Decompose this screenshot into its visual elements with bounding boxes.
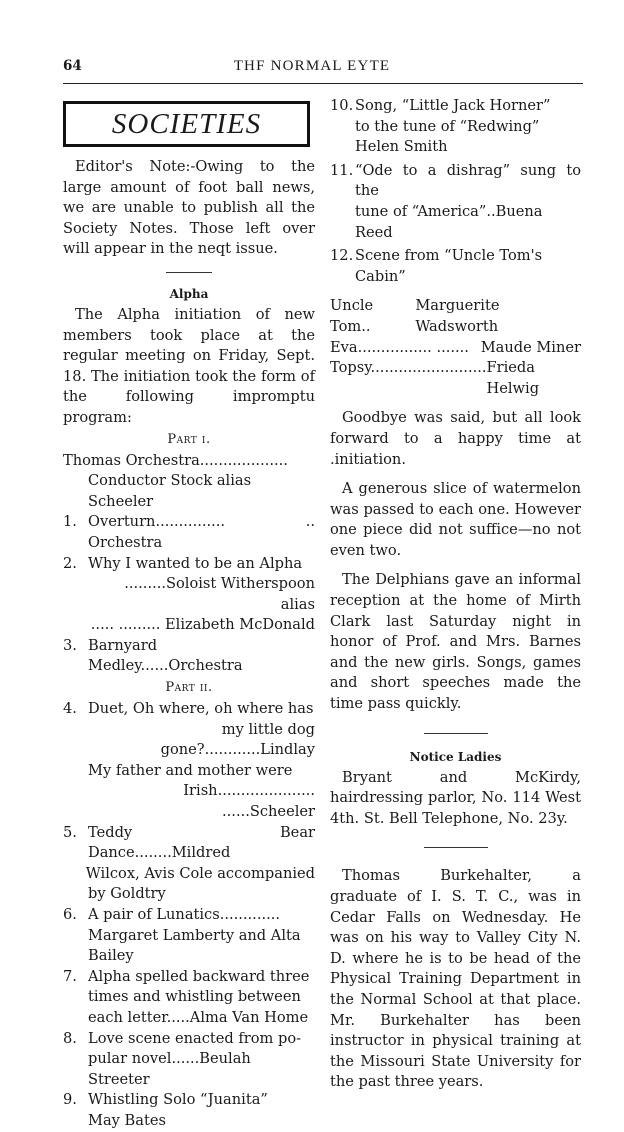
program-item-cont: May Bates xyxy=(88,1111,166,1129)
program-item-cont: pular novel......Beulah Streeter xyxy=(88,1050,251,1088)
program-item-cont: Bailey xyxy=(88,947,134,965)
editors-note: Editor's Note:-Owing to the large amount of foot ball news, we are unable to publish all the Society Notes. Those left over will appear in the neqt issue. xyxy=(63,158,315,258)
part-two-label: Part ii. xyxy=(165,680,213,696)
program-item-cont: Irish..................... ......Scheeler xyxy=(183,782,315,821)
program-item: 9. Whistling Solo “Juanita” xyxy=(63,1091,268,1109)
section-title: SOCIETIES xyxy=(111,107,262,140)
program-item: 12. Scene from “Uncle Tom's xyxy=(330,247,543,265)
program-item: 10. Song, “Little Jack Horner” xyxy=(330,97,551,114)
left-column xyxy=(63,96,315,1132)
alpha-heading: Alpha xyxy=(169,286,209,301)
cast-line: Eva................ ....... Maude Miner xyxy=(330,338,581,356)
program-item-cont: My father and mother were xyxy=(88,761,293,779)
program-item-cont: each letter.....Alma Van Home xyxy=(88,1008,309,1026)
cast-line: Uncle Tom.. Marguerite Wadsworth xyxy=(330,297,500,335)
program-item-cont: ..... ......... Elizabeth McDonald xyxy=(90,616,315,634)
program-item: 8. Love scene enacted from po- xyxy=(63,1029,302,1047)
notice-heading: Notice Ladies xyxy=(409,749,502,764)
program-item-cont: my little dog gone?............Lindlay xyxy=(160,720,315,759)
header-rule xyxy=(63,83,583,84)
page-number: 64 xyxy=(63,58,82,74)
program-item-cont: Wilcox, Avis Cole accompanied xyxy=(85,864,315,882)
separator xyxy=(166,272,212,273)
conductor-line: Conductor Stock alias Scheeler xyxy=(88,472,252,510)
program-item-cont: times and whistling between xyxy=(88,988,301,1006)
watermelon-paragraph: A generous slice of watermelon was passed to each one. However one piece did not suffice—no not even two. xyxy=(330,480,581,559)
program-item: 3. Barnyard Medley......Orchestra xyxy=(63,636,243,675)
section-title-box xyxy=(63,101,310,147)
program-item-cont: Helen Smith xyxy=(355,138,448,156)
program-item: 1. Overturn............... .. Orchestra xyxy=(63,513,315,551)
program-item: 4. Duet, Oh where, oh where has xyxy=(63,700,314,718)
running-title: THF NORMAL EYTE xyxy=(233,58,391,74)
program-item-cont: by Goldtry xyxy=(88,885,166,903)
right-column xyxy=(330,96,581,1093)
program-item: 6. A pair of Lunatics............. xyxy=(63,906,281,923)
goodbye-paragraph: Goodbye was said, but all look forward to a happy time at .initiation. xyxy=(330,409,581,468)
program-item-cont: Margaret Lamberty and Alta xyxy=(88,926,301,944)
separator xyxy=(424,733,488,734)
program-item-cont: .........Soloist Witherspoon alias xyxy=(124,575,315,613)
program-item: 2. Why I wanted to be an Alpha xyxy=(63,554,303,572)
cast-line: Topsy......................... Frieda Helwig xyxy=(330,359,540,397)
program-item-cont: Cabin” xyxy=(355,267,406,285)
program-item: 5. Teddy Bear Dance........Mildred xyxy=(63,823,315,862)
separator xyxy=(424,847,488,848)
part-one-label: Part i. xyxy=(167,431,211,447)
delphians-paragraph: The Delphians gave an informal reception at the home of Mirth Clark last Saturday night in honor of Prof. and Mrs. Barnes and the new girls. Songs, games and short speeches made the time pass quickly. xyxy=(330,571,581,713)
notice-body: Bryant and McKirdy, hairdressing parlor, No. 114 West 4th. St. Bell Telephone, No. 23y. xyxy=(330,768,581,827)
burkehalter-paragraph: Thomas Burkehalter, a graduate of I. S. T. C., was in Cedar Falls on Wednesday. He was on his way to Valley City N. D. where he is to be head of the Physical Training Department in the Normal School at that place. Mr. Burkehalter has been instructor in physical training at the Missouri State University for the past three years. xyxy=(330,867,581,1091)
program-item-cont: to the tune of “Redwing” xyxy=(355,117,540,135)
orchestra-line: Thomas Orchestra................... xyxy=(63,451,288,469)
program-item: 7. Alpha spelled backward three xyxy=(63,967,310,985)
program-item: 11. “Ode to a dishrag” sung to the xyxy=(330,161,581,200)
alpha-intro: The Alpha initiation of new members took place at the regular meeting on Friday, Sept. 18. The initiation took the form of the following impromptu program: xyxy=(63,305,315,426)
program-item-cont: tune of “America”..Buena Reed xyxy=(355,202,543,241)
